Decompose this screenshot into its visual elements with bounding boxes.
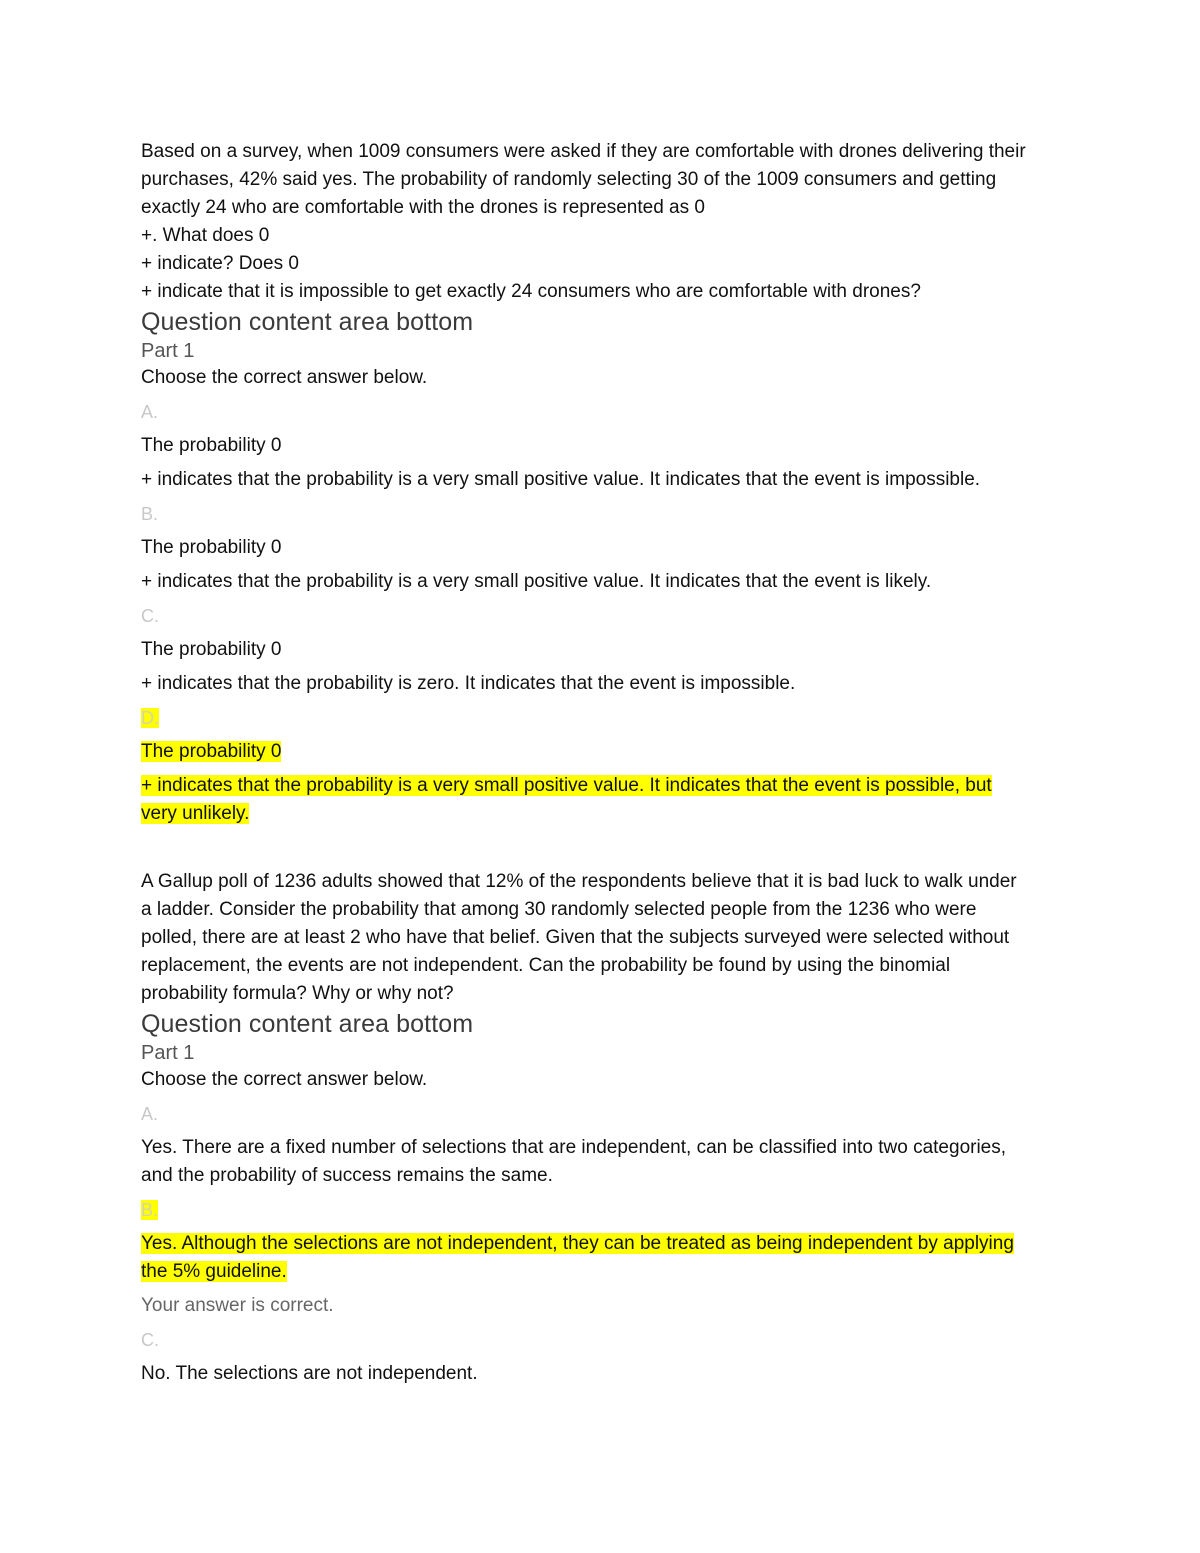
- highlighted-letter: D.: [141, 708, 159, 728]
- option-letter: [141, 1196, 1061, 1224]
- question-2-stem-line: A Gallup poll of 1236 adults showed that 12% of the respondents believe that it is bad luck to walk under: [141, 871, 1017, 892]
- question-1-stem-line: purchases, 42% said yes. The probability of randomly selecting 30 of the 1009 consumers and getting: [141, 169, 997, 190]
- spacer: [141, 834, 1061, 868]
- question-2-option-b-selected[interactable]: [141, 1196, 1061, 1320]
- option-text-line: + indicates that the probability is zero. It indicates that the event is impossible.: [141, 673, 796, 694]
- document-page: [141, 138, 1061, 1394]
- option-text-line: The probability 0: [141, 537, 282, 558]
- question-2-stem: [141, 868, 1061, 1008]
- option-text-line: + indicates that the probability is a very small positive value. It indicates that the event is impossible.: [141, 469, 981, 490]
- question-2-stem-line: polled, there are at least 2 who have that belief. Given that the subjects surveyed were selected without: [141, 927, 1010, 948]
- question-1-stem-line: + indicate that it is impossible to get exactly 24 consumers who are comfortable with drones?: [141, 281, 921, 302]
- highlighted-text: Yes. Although the selections are not independent, they can be treated as being independent by applying: [141, 1233, 1014, 1254]
- highlighted-letter: B.: [141, 1200, 159, 1220]
- question-1-option-d-selected[interactable]: [141, 704, 1061, 828]
- option-text-line: [141, 772, 1061, 800]
- option-text-line: [141, 800, 1061, 828]
- highlighted-text: The probability 0: [141, 741, 282, 762]
- question-1-stem-line: exactly 24 who are comfortable with the drones is represented as 0: [141, 197, 705, 218]
- option-text-line: The probability 0: [141, 435, 282, 456]
- option-text-line: [141, 738, 1061, 766]
- question-1-stem: [141, 138, 1061, 306]
- highlighted-text: the 5% guideline.: [141, 1261, 287, 1282]
- question-2-instruction: Choose the correct answer below.: [141, 1069, 428, 1090]
- option-letter: [141, 704, 1061, 732]
- question-1-stem-line: + indicate? Does 0: [141, 253, 299, 274]
- option-letter: C.: [141, 606, 159, 626]
- option-text-line: [141, 1230, 1061, 1258]
- option-text-line: and the probability of success remains the same.: [141, 1165, 553, 1186]
- option-letter: C.: [141, 1330, 159, 1350]
- question-1-option-c[interactable]: [141, 602, 1061, 698]
- option-letter: A.: [141, 1104, 159, 1124]
- question-1-stem-line: +. What does 0: [141, 225, 270, 246]
- question-2-stem-line: replacement, the events are not independent. Can the probability be found by using the binomial: [141, 955, 951, 976]
- option-text-line: No. The selections are not independent.: [141, 1363, 478, 1384]
- question-2-stem-line: a ladder. Consider the probability that among 30 randomly selected people from the 1236 who were: [141, 899, 977, 920]
- question-1-stem-line: Based on a survey, when 1009 consumers were asked if they are comfortable with drones delivering their: [141, 141, 1026, 162]
- option-text-line: Yes. There are a fixed number of selections that are independent, can be classified into two categories,: [141, 1137, 1007, 1158]
- question-2-part: Part 1: [141, 1042, 195, 1064]
- option-text-line: The probability 0: [141, 639, 282, 660]
- highlighted-text: + indicates that the probability is a very small positive value. It indicates that the event is possible, but: [141, 775, 992, 796]
- option-letter: A.: [141, 402, 159, 422]
- option-letter: B.: [141, 504, 159, 524]
- option-text-line: + indicates that the probability is a very small positive value. It indicates that the event is likely.: [141, 571, 932, 592]
- question-2-heading: Question content area bottom: [141, 1010, 474, 1038]
- highlighted-text: very unlikely.: [141, 803, 250, 824]
- question-1-option-b[interactable]: [141, 500, 1061, 596]
- question-2-option-c[interactable]: [141, 1326, 1061, 1388]
- question-1-instruction: Choose the correct answer below.: [141, 367, 428, 388]
- question-2-option-a[interactable]: [141, 1100, 1061, 1190]
- option-text-line: [141, 1258, 1061, 1286]
- question-1-part: Part 1: [141, 340, 195, 362]
- question-2-stem-line: probability formula? Why or why not?: [141, 983, 454, 1004]
- question-1-heading: Question content area bottom: [141, 308, 474, 336]
- question-1-option-a[interactable]: [141, 398, 1061, 494]
- answer-feedback: Your answer is correct.: [141, 1295, 334, 1316]
